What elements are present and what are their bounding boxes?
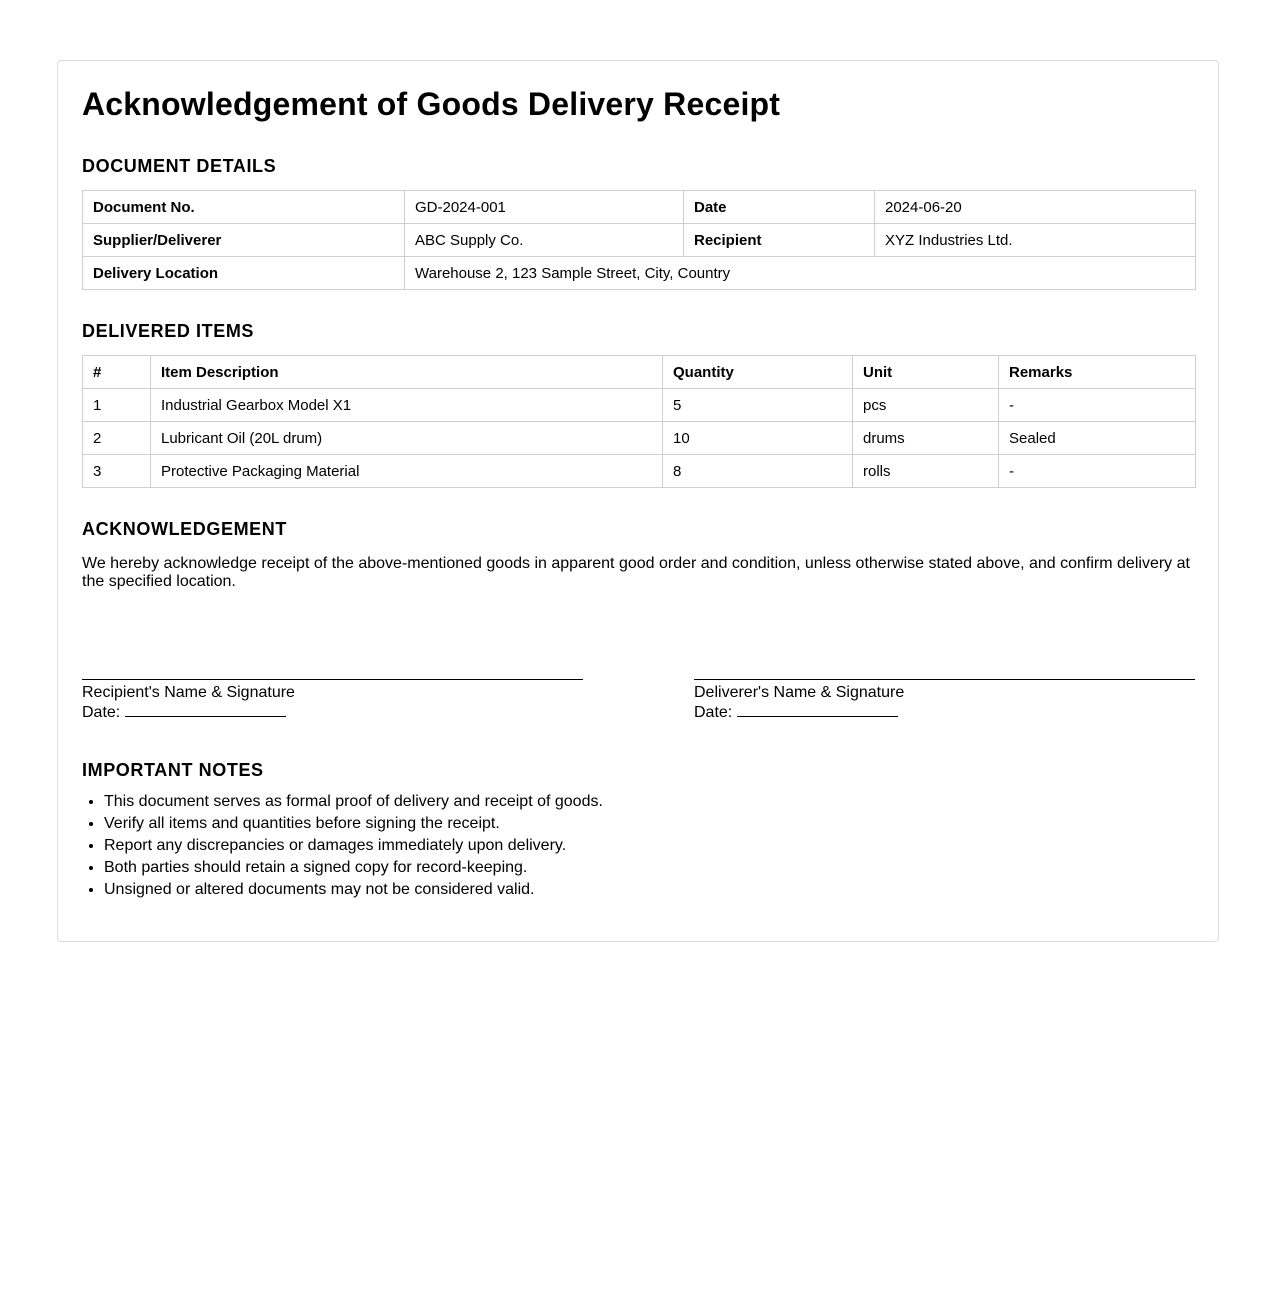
item-remarks: - (999, 455, 1196, 488)
important-notes-list (82, 791, 1194, 901)
list-item: • Unsigned or altered documents may not be considered valid. (104, 879, 1194, 901)
supplier-label: Supplier/Deliverer (83, 224, 405, 257)
deliverer-date-line (737, 702, 898, 717)
item-number: 1 (83, 389, 151, 422)
delivered-items-table (82, 355, 1196, 488)
list-item: • Report any discrepancies or damages immediately upon delivery. (104, 835, 1194, 857)
document-details-table (82, 190, 1196, 290)
table-row (83, 422, 1196, 455)
deliverer-signature-block (694, 679, 1195, 722)
date-value: 2024-06-20 (875, 191, 1196, 224)
supplier-value: ABC Supply Co. (405, 224, 684, 257)
recipient-signature-block (82, 679, 583, 722)
item-remarks: Sealed (999, 422, 1196, 455)
location-label: Delivery Location (83, 257, 405, 290)
item-quantity: 8 (663, 455, 853, 488)
item-quantity: 5 (663, 389, 853, 422)
table-row (83, 455, 1196, 488)
date-label: Date (684, 191, 875, 224)
list-item: • This document serves as formal proof of delivery and receipt of goods. (104, 791, 1194, 813)
item-number: 3 (83, 455, 151, 488)
recipient-signature-line (82, 679, 583, 680)
deliverer-signature-line (694, 679, 1195, 680)
recipient-date-field (82, 702, 583, 722)
list-item: • Verify all items and quantities before signing the receipt. (104, 813, 1194, 835)
delivered-items-heading: DELIVERED ITEMS (82, 321, 255, 341)
item-unit: rolls (853, 455, 999, 488)
column-header-description: Item Description (151, 356, 663, 389)
document-title: Acknowledgement of Goods Delivery Receipt (82, 86, 781, 122)
table-header-row (83, 356, 1196, 389)
item-description: Industrial Gearbox Model X1 (151, 389, 663, 422)
item-remarks: - (999, 389, 1196, 422)
item-number: 2 (83, 422, 151, 455)
deliverer-date-field (694, 702, 1195, 722)
item-description: Protective Packaging Material (151, 455, 663, 488)
column-header-unit: Unit (853, 356, 999, 389)
location-value: Warehouse 2, 123 Sample Street, City, Country (405, 257, 1196, 290)
recipient-signature-label: Recipient's Name & Signature (82, 684, 295, 701)
list-item: • Both parties should retain a signed copy for record-keeping. (104, 857, 1194, 879)
recipient-date-label: Date: (82, 704, 121, 721)
acknowledgement-heading: ACKNOWLEDGEMENT (82, 519, 287, 539)
signature-section (82, 679, 1195, 722)
table-row (83, 389, 1196, 422)
item-quantity: 10 (663, 422, 853, 455)
item-description: Lubricant Oil (20L drum) (151, 422, 663, 455)
document-no-value: GD-2024-001 (405, 191, 684, 224)
recipient-date-line (125, 702, 286, 717)
receipt-document (57, 60, 1219, 942)
deliverer-signature-label: Deliverer's Name & Signature (694, 684, 905, 701)
details-row (83, 191, 1196, 224)
column-header-remarks: Remarks (999, 356, 1196, 389)
details-row (83, 224, 1196, 257)
deliverer-date-label: Date: (694, 704, 733, 721)
recipient-label: Recipient (684, 224, 875, 257)
item-unit: pcs (853, 389, 999, 422)
item-unit: drums (853, 422, 999, 455)
document-details-heading: DOCUMENT DETAILS (82, 156, 277, 176)
acknowledgement-text: We hereby acknowledge receipt of the above-mentioned goods in apparent good order and condition, unless otherwise stated above, and confirm delivery at the specified location. (82, 555, 1190, 590)
column-header-quantity: Quantity (663, 356, 853, 389)
recipient-value: XYZ Industries Ltd. (875, 224, 1196, 257)
document-no-label: Document No. (83, 191, 405, 224)
column-header-number: # (83, 356, 151, 389)
details-row (83, 257, 1196, 290)
important-notes-heading: IMPORTANT NOTES (82, 760, 264, 780)
